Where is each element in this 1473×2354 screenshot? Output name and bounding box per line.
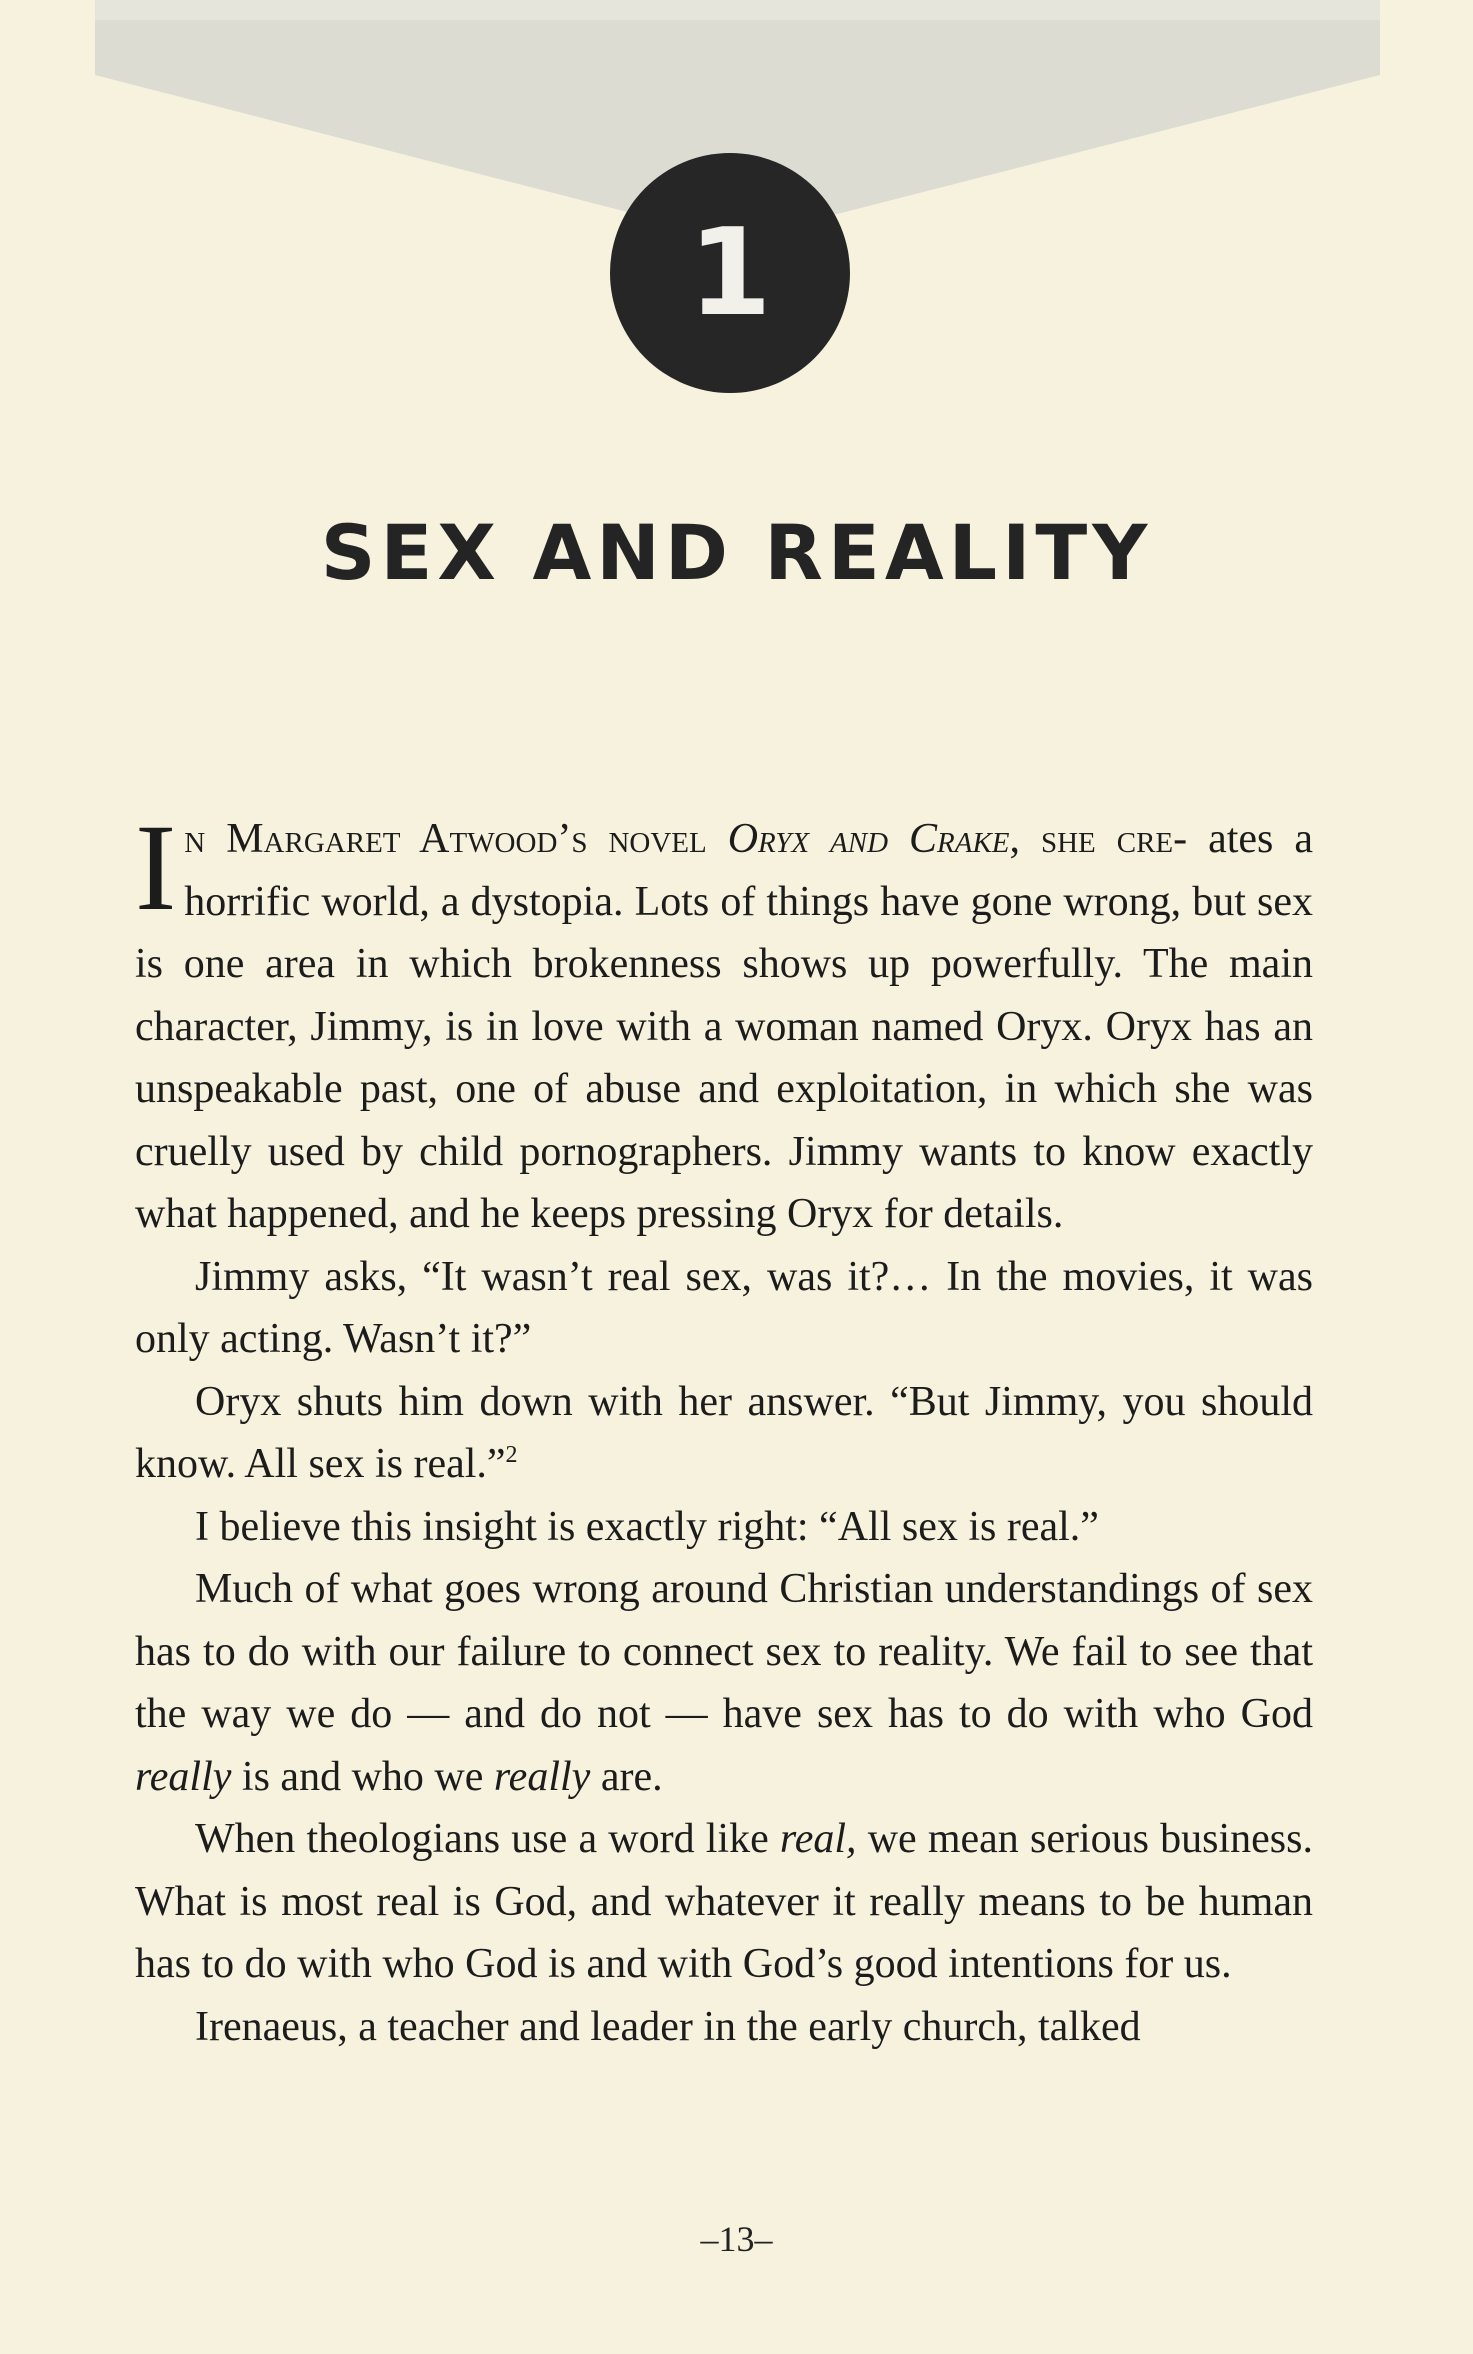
paragraph-6-text-b: we mean serious business. What is most real is God, and whatever it really means to be human has to do with who God is and with God’s good intentions for us.	[135, 1816, 1313, 1987]
paragraph-4: I believe this insight is exactly right: “All sex is real.”	[195, 1503, 1099, 1550]
paragraph-1	[135, 799, 1313, 1246]
emphasis-really-2: really	[493, 1753, 591, 1800]
drop-cap: I	[135, 799, 177, 936]
footnote-marker: 2	[505, 1442, 518, 1468]
paragraph-5-text-b: is and who we	[231, 1753, 494, 1800]
chapter-body	[135, 799, 1313, 2058]
paragraph-7: Irenaeus, a teacher and leader in the early church, talked	[195, 2003, 1141, 2050]
paragraph-6	[135, 1808, 1313, 1996]
paragraph-3	[135, 1371, 1313, 1496]
paragraph-6-text-a: When theologians use a word like	[195, 1816, 780, 1862]
page-number: –13–	[700, 2219, 773, 2259]
paragraph-5-text-a: Much of what goes wrong around Christian understandings of sex has to do with our failure to connect sex to reality. We fail to see that the way we do — and do not — have sex has to do with who God	[135, 1566, 1313, 1737]
lead-in-small-caps: n Margaret Atwood’s novel	[184, 816, 728, 862]
lead-in-small-caps-end: , she cre-	[1009, 816, 1188, 862]
paragraph-2: Jimmy asks, “It wasn’t real sex, was it?… In the movies, it was only acting. Wasn’t it?”	[135, 1253, 1313, 1362]
emphasis-really-1: really	[135, 1753, 232, 1800]
paragraph-3-text: Oryx shuts him down with her answer. “But Jimmy, you should know. All sex is real.”	[135, 1378, 1313, 1487]
paragraph-5-text-c: are.	[590, 1753, 663, 1800]
chapter-number: 1	[688, 203, 772, 343]
paragraph-5	[135, 1558, 1313, 1808]
book-title: Oryx and Crake	[727, 816, 1010, 862]
chapter-title: SEX AND REALITY	[320, 508, 1153, 597]
paragraph-1-text: ates a horrific world, a dystopia. Lots of things have gone wrong, but sex is one area in which brokenness shows up powerfully. The main character, Jimmy, is in love with a woman named Oryx. Oryx has an unspeakable past, one of abuse and exploitation, in which she was cruelly used by child pornographers. Jimmy wants to know exactly what happened, and he keeps pressing Oryx for details.	[135, 816, 1313, 1237]
chapter-number-badge	[610, 153, 850, 393]
emphasis-real: real,	[779, 1816, 857, 1862]
